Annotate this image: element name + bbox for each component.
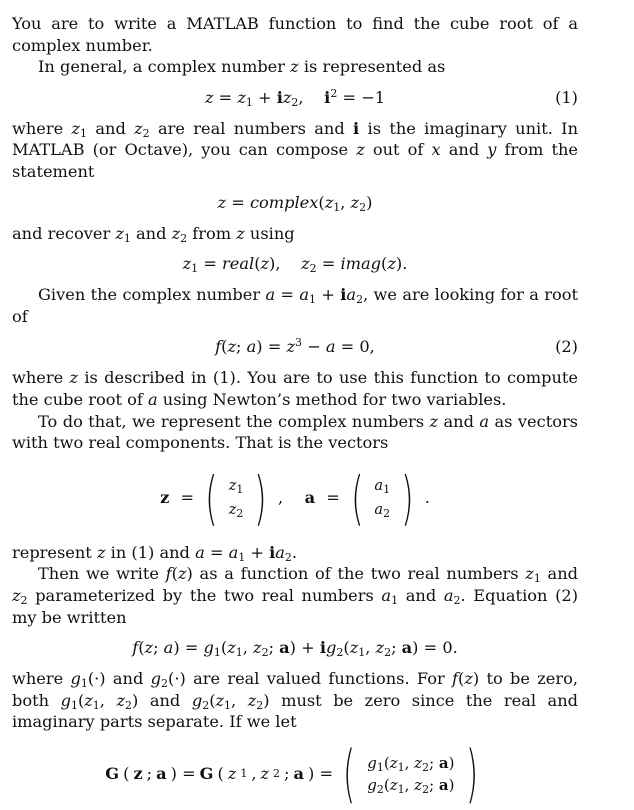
p1-text: You are to write a MATLAB function to find the cube root of a complex number. — [12, 14, 578, 55]
equation-fsplit: f(z; $a) = g_1(z_1$, $z_2$; $a) + ig_2(z_1$, $z_2$; a) = 0. — [132, 638, 458, 660]
paragraph-4: and recover $z_1$ and $z_2$ from z using — [12, 223, 295, 245]
equation-complex: $z = complex(z_1$, $z_2$) — [217, 192, 373, 214]
equation-1-body: $z = z_1 + iz_2$, $i^2 = -1$ — [204, 86, 386, 109]
equation-1 — [12, 78, 578, 118]
equation-vectors: z = ( $z_1$ $z_2$ ) , a = ( $a_1$ $a_2$ ) . — [160, 463, 430, 532]
paragraph-9: Then we write f(z) as a function of the two real numbers $z_1$ and $z_2$ parameterized by the two real numbers $a_1$ and $a_2$. Equation (2) my be written — [12, 564, 579, 627]
paper-page — [12, 13, 579, 810]
paragraph-3: where $z_1$ and $z_2$ are real numbers and i is the imaginary unit. In MATLAB (or Octave), you can compose z out of x and y from the statement — [12, 118, 579, 181]
equation-2: f(z; $a) = z^3 - a = 0$, (2) — [215, 336, 578, 357]
paragraph-6: where z is described in (1). You are to use this function to compute the cube root of a using Newton’s method for two variables. — [12, 368, 578, 409]
paragraph-10: where $g_1(\cdot)$ and $g_2(\cdot)$ are real valued functions. For f(z) to be zero, both $g_1(z_1$, $z_2$) and $g_2(z_1$, $z_2$) must be zero since the real and imaginary parts separate. If we let — [12, 669, 578, 732]
paragraph-8: represent z in (1) and $a = a_1 + ia_2$. — [12, 542, 298, 564]
equation-G: G ( z ; a ) = G ( z 1 , z 2 ; a ) = ( $g_1(z_1$, $z_2$; a) $g_2(z_1$, $z_2$; a) ) — [105, 736, 479, 810]
paragraph-5: Given the complex number $a = a_1 + ia_2$, we are looking for a root of — [12, 285, 578, 326]
equation-2-number: (2) — [555, 337, 578, 357]
paragraph-1 — [12, 13, 578, 56]
paragraph-2: In general, a complex number z is represented as — [38, 57, 446, 77]
equation-real-imag: $z_1$ = real(z), $z_2$ = imag(z). — [182, 254, 408, 276]
equation-1-number: (1) — [555, 87, 578, 107]
paragraph-7: To do that, we represent the complex numbers z and a as vectors with two real components. That is the vectors — [12, 411, 578, 453]
